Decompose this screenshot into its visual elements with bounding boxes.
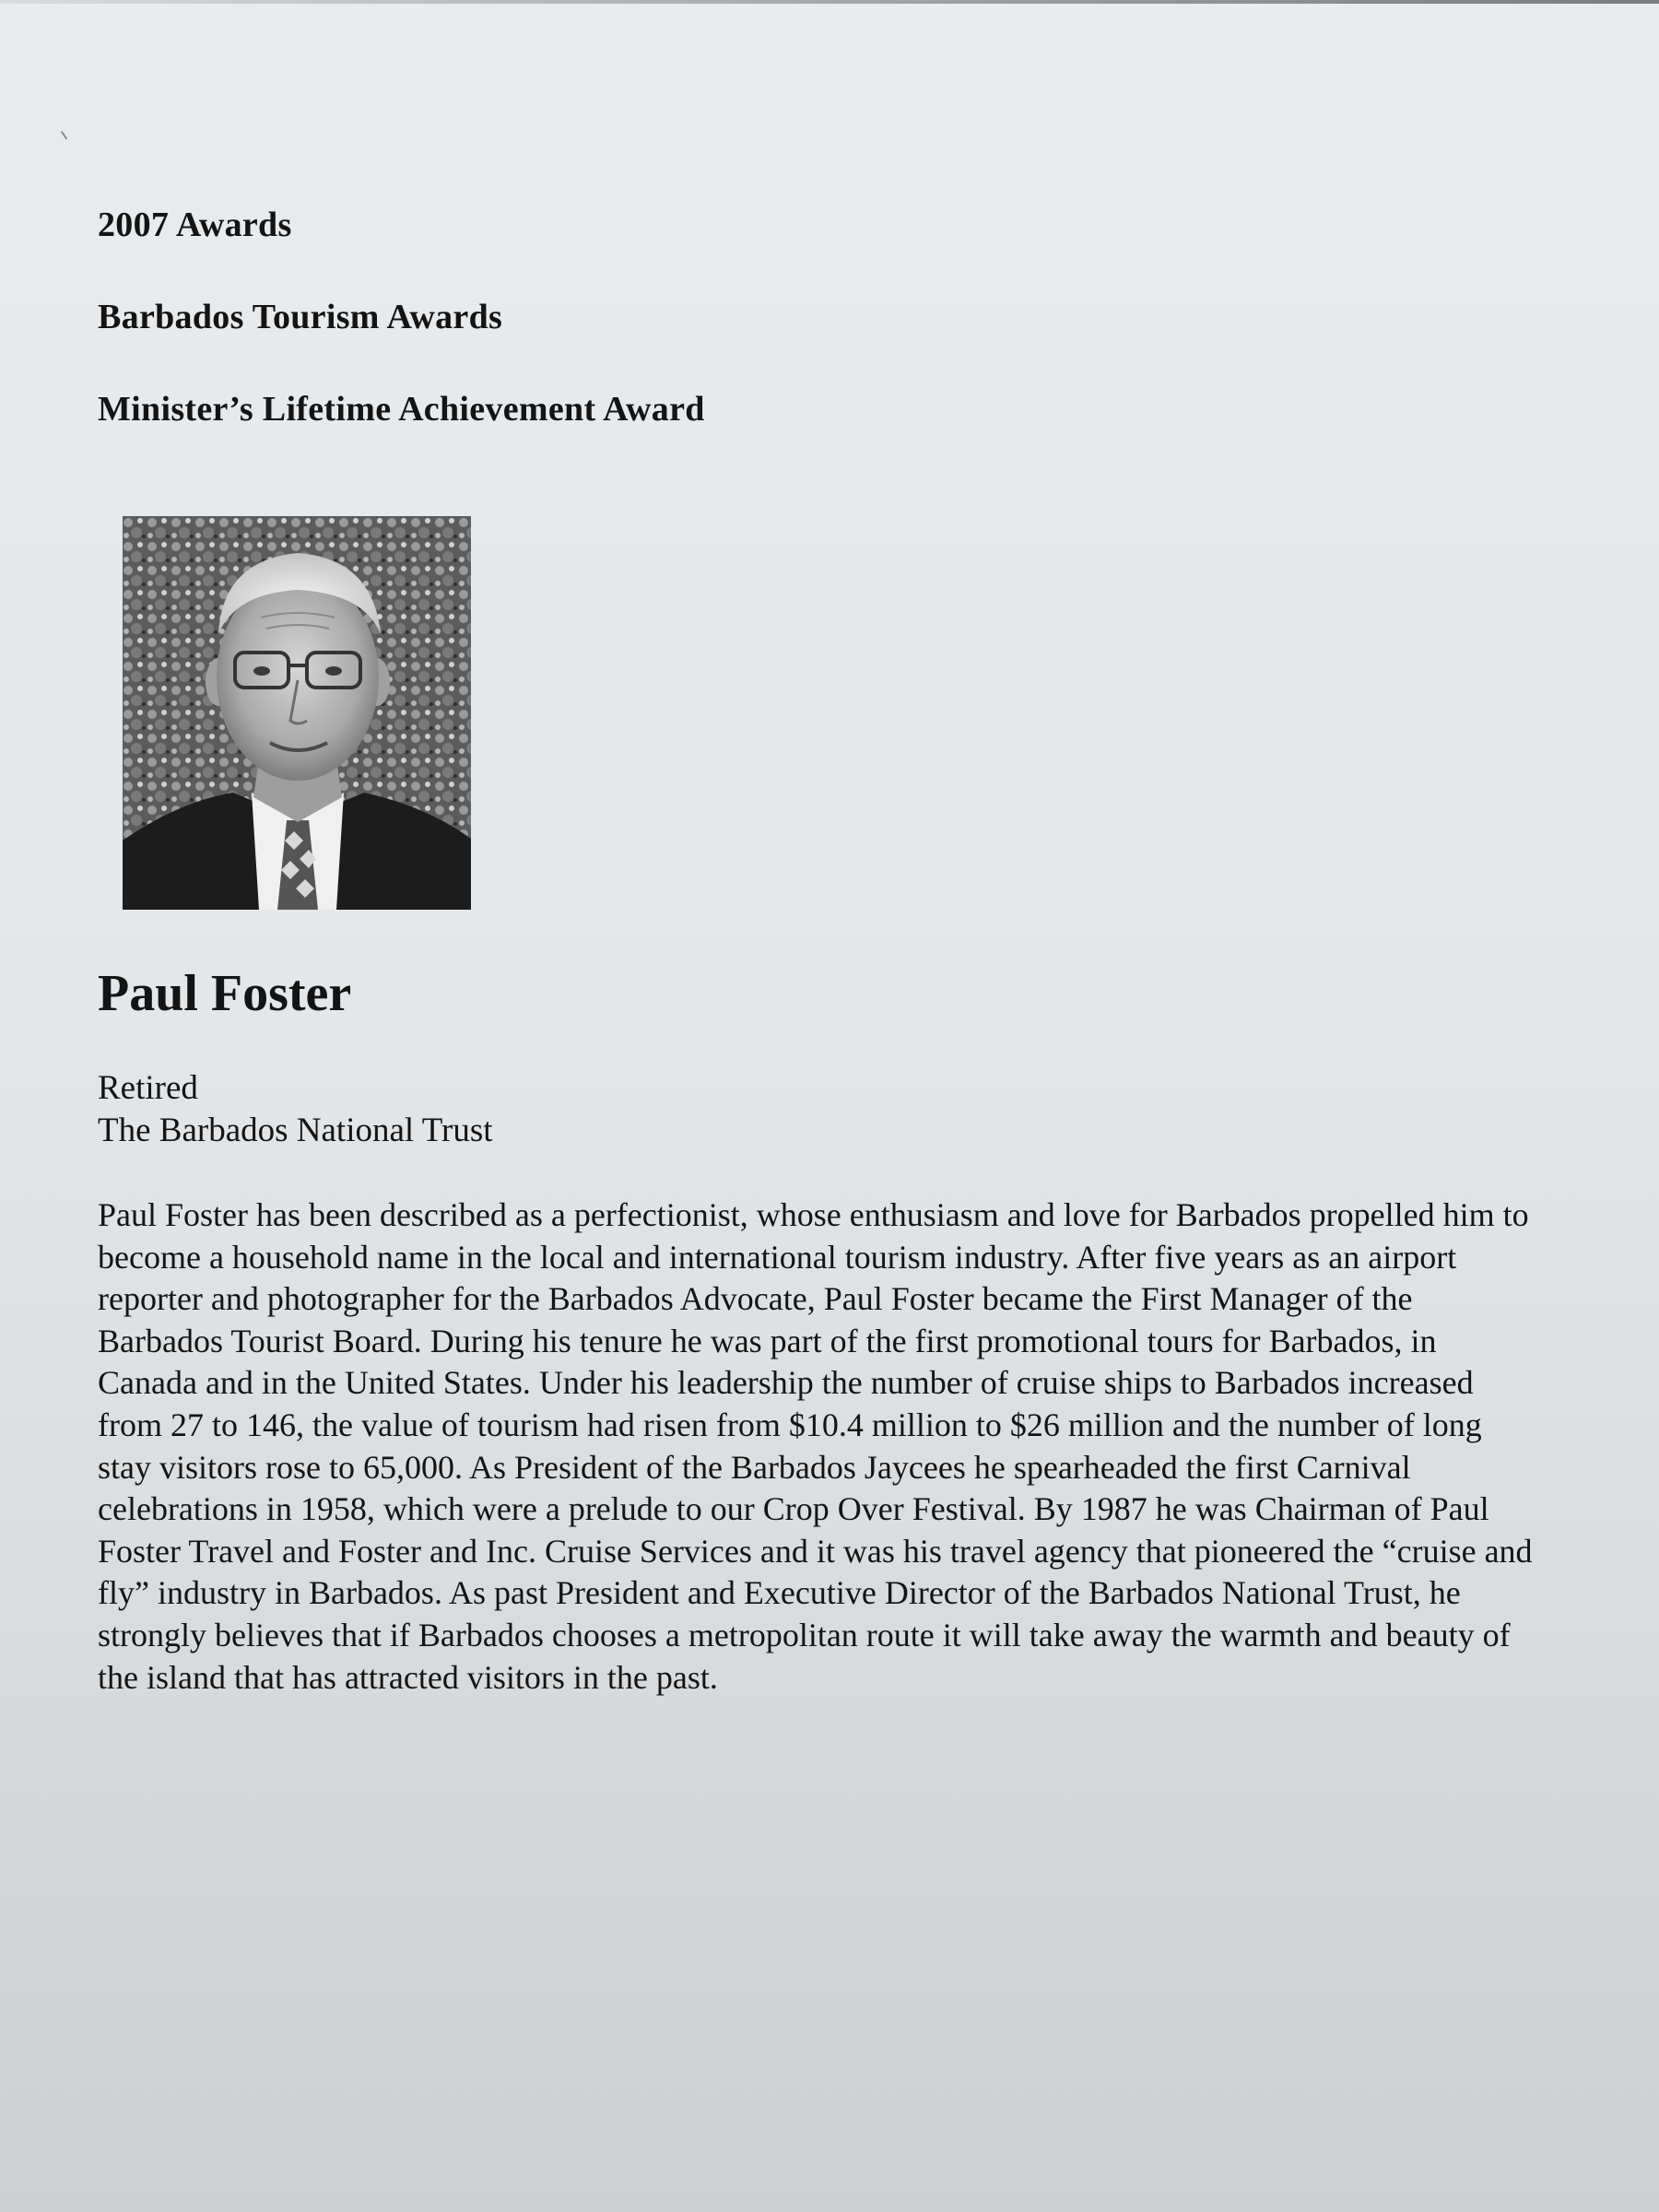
recipient-organization: The Barbados National Trust (98, 1112, 493, 1149)
portrait-illustration (123, 516, 471, 910)
awards-year-heading: 2007 Awards (98, 206, 292, 244)
recipient-biography: Paul Foster has been described as a perfectionist, whose enthusiasm and love for Barbados propelled him to become a household name in the local and international tourism industry. After five years as an airport reporter and photographer for the Barbados Advocate, Paul Foster became the First Manager of the Barbados Tourist Board. During his tenure he was part of the first promotional tours for Barbados, in Canada and in the United States. Under his leadership the number of cruise ships to Barbados increased from 27 to 146, the value of tourism had risen from $10.4 million to $26 million and the number of long stay visitors rose to 65,000. As President of the Barbados Jaycees he spearheaded the first Carnival celebrations in 1958, which were a prelude to our Crop Over Festival. By 1987 he was Chairman of Paul Foster Travel and Foster and Inc. Cruise Services and it was his travel agency that pioneered the “cruise and fly” industry in Barbados. As past President and Executive Director of the Barbados National Trust, he strongly believes that if Barbados chooses a metropolitan route it will take away the warmth and beauty of the island that has attracted visitors in the past. (98, 1196, 1533, 1696)
recipient-status: Retired (98, 1069, 198, 1107)
page-top-edge (0, 0, 1659, 4)
recipient-portrait-photo (123, 516, 471, 910)
award-title-heading: Minister’s Lifetime Achievement Award (98, 390, 705, 429)
paper-speck (61, 128, 72, 140)
recipient-name: Paul Foster (98, 965, 352, 1022)
event-heading: Barbados Tourism Awards (98, 298, 503, 336)
